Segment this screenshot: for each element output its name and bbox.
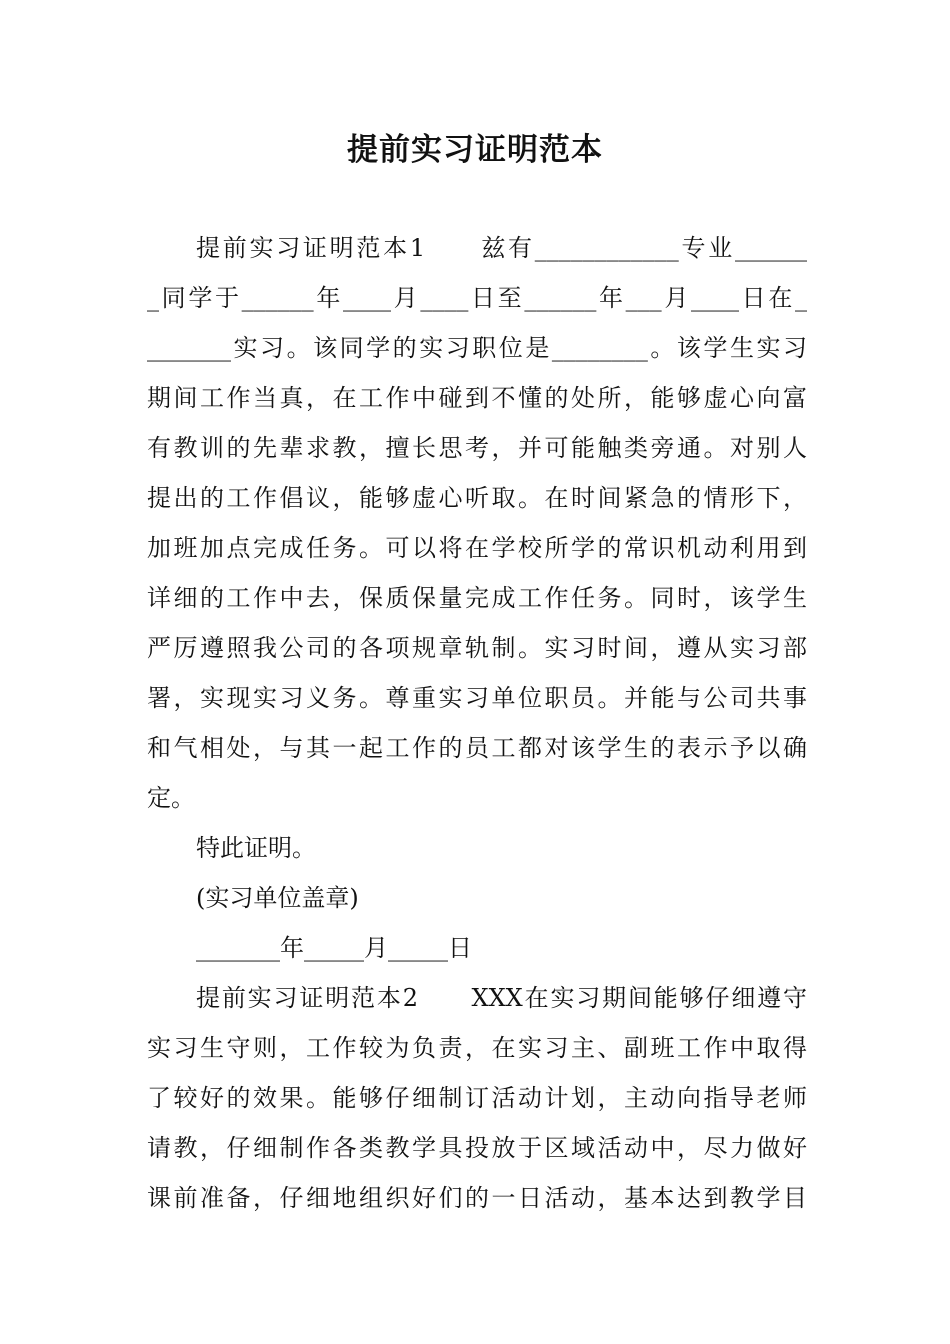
paragraph-line: 定。	[147, 784, 195, 812]
paragraph-line: 了较好的效果。能够仔细制订活动计划，主动向指导老师	[147, 1084, 807, 1112]
closing-statement: 特此证明。	[196, 834, 316, 862]
paragraph-line: 加班加点完成任务。可以将在学校所学的常识机动利用到	[147, 534, 807, 562]
seal-placeholder: (实习单位盖章)	[196, 884, 359, 912]
paragraph-line: 提前实习证明范本2 XXX在实习期间能够仔细遵守	[196, 984, 807, 1012]
paragraph-line: 有教训的先辈求教，擅长思考，并可能触类旁通。对别人	[147, 434, 807, 462]
paragraph-line: 实习生守则，工作较为负责，在实习主、副班工作中取得	[147, 1034, 807, 1062]
paragraph-line: 详细的工作中去，保质保量完成工作任务。同时，该学生	[147, 584, 807, 612]
date-line: _______年_____月_____日	[196, 934, 472, 962]
paragraph-line: _______实习。该同学的实习职位是________。该学生实习	[147, 334, 807, 362]
paragraph-line: 和气相处，与其一起工作的员工都对该学生的表示予以确	[147, 734, 807, 762]
paragraph-line: 提出的工作倡议，能够虚心听取。在时间紧急的情形下，	[147, 484, 807, 512]
document-title: 提前实习证明范本	[347, 132, 603, 168]
paragraph-line: 署，实现实习义务。尊重实习单位职员。并能与公司共事	[147, 684, 807, 712]
paragraph-line: 请教，仔细制作各类教学具投放于区域活动中，尽力做好	[147, 1134, 807, 1162]
paragraph-line: _同学于______年____月____日至______年___月____日在_	[147, 284, 807, 312]
paragraph-line: 期间工作当真，在工作中碰到不懂的处所，能够虚心向富	[147, 384, 807, 412]
paragraph-line: 课前准备，仔细地组织好们的一日活动，基本达到教学目	[147, 1184, 807, 1212]
paragraph-line: 严厉遵照我公司的各项规章轨制。实习时间，遵从实习部	[147, 634, 807, 662]
paragraph-line: 提前实习证明范本1 兹有____________专业______	[196, 234, 807, 262]
